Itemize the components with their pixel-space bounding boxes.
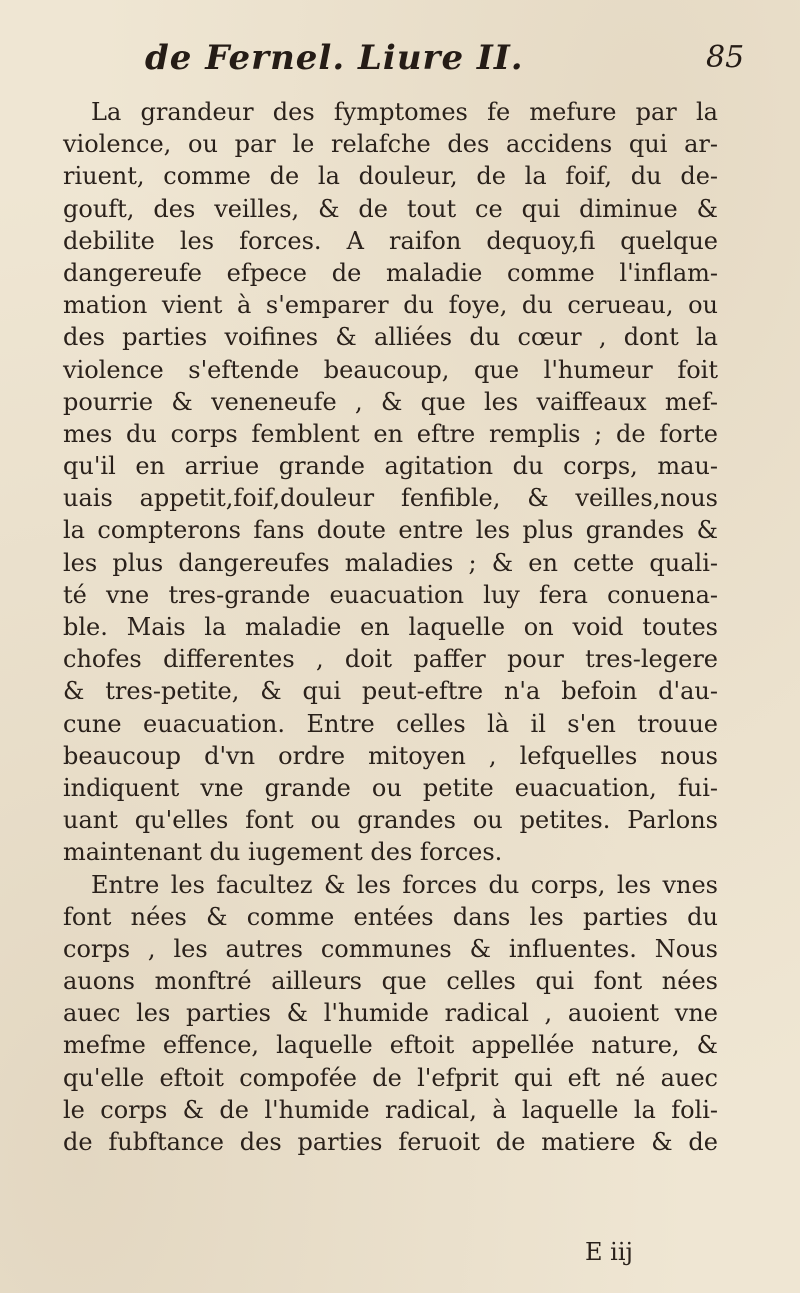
body-text bbox=[63, 96, 718, 1158]
text-line: riuent, comme de la douleur, de la foif, du de- bbox=[63, 162, 718, 191]
text-line: pourrie & veneneufe , & que les vaiffeaux mef- bbox=[63, 387, 718, 416]
text-line: & tres-petite, & qui peut-eftre n'a befoin d'au- bbox=[63, 677, 718, 706]
text-line: les plus dangereufes maladies ; & en cette quali- bbox=[63, 548, 718, 577]
text-line: la compterons fans doute entre les plus grandes & bbox=[63, 516, 718, 545]
text-line: indiquent vne grande ou petite euacuation, fui- bbox=[63, 773, 718, 802]
signature-mark: E iij bbox=[585, 1238, 633, 1266]
text-line: font nées & comme entées dans les parties du bbox=[63, 902, 718, 931]
text-line: gouft, des veilles, & de tout ce qui diminue & bbox=[63, 194, 718, 223]
text-line: violence, ou par le relafche des accidens qui ar- bbox=[63, 130, 718, 159]
text-line: de fubftance des parties feruoit de matiere & de bbox=[63, 1128, 718, 1156]
text-line: auec les parties & l'humide radical , auoient vne bbox=[63, 999, 718, 1028]
text-line: debilite les forces. A raifon dequoy,fi quelque bbox=[63, 226, 718, 255]
text-line: Entre les facultez & les forces du corps, les vnes bbox=[91, 870, 718, 899]
text-line: des parties voifines & alliées du cœur , dont la bbox=[63, 323, 718, 352]
text-line: dangereufe efpece de maladie comme l'inflam- bbox=[63, 258, 718, 287]
text-line: auons monftré ailleurs que celles qui font nées bbox=[63, 967, 718, 996]
text-line: ble. Mais la maladie en laquelle on void toutes bbox=[63, 613, 718, 641]
running-head: de Fernel. Liure II. bbox=[145, 38, 524, 78]
text-line: corps , les autres communes & influentes. Nous bbox=[63, 934, 718, 963]
text-line: uais appetit,foif,douleur fenfible, & veilles,nous bbox=[63, 484, 718, 513]
text-line: cune euacuation. Entre celles là il s'en trouue bbox=[63, 709, 718, 738]
text-line: qu'elle eftoit compofée de l'efprit qui eft né auec bbox=[63, 1063, 718, 1092]
text-line: uant qu'elles font ou grandes ou petites. Parlons bbox=[63, 806, 718, 835]
text-line: beaucoup d'vn ordre mitoyen , lefquelles nous bbox=[63, 741, 718, 770]
text-line: violence s'eftende beaucoup, que l'humeur foit bbox=[63, 355, 718, 384]
page-header bbox=[0, 38, 800, 88]
text-line: mes du corps femblent en eftre remplis ; de forte bbox=[63, 419, 718, 448]
page-number: 85 bbox=[706, 40, 745, 75]
text-line: mefme effence, laquelle eftoit appellée nature, & bbox=[63, 1031, 718, 1060]
text-line: chofes differentes , doit paffer pour tres-legere bbox=[63, 645, 718, 674]
text-line: qu'il en arriue grande agitation du corps, mau- bbox=[63, 452, 718, 481]
text-line: le corps & de l'humide radical, à laquelle la foli- bbox=[63, 1095, 718, 1124]
text-line: té vne tres-grande euacuation luy fera conuena- bbox=[63, 580, 718, 609]
text-line: La grandeur des fymptomes fe mefure par la bbox=[91, 98, 718, 126]
text-line: mation vient à s'emparer du foye, du cerueau, ou bbox=[63, 291, 718, 320]
text-line: maintenant du iugement des forces. bbox=[63, 838, 503, 867]
